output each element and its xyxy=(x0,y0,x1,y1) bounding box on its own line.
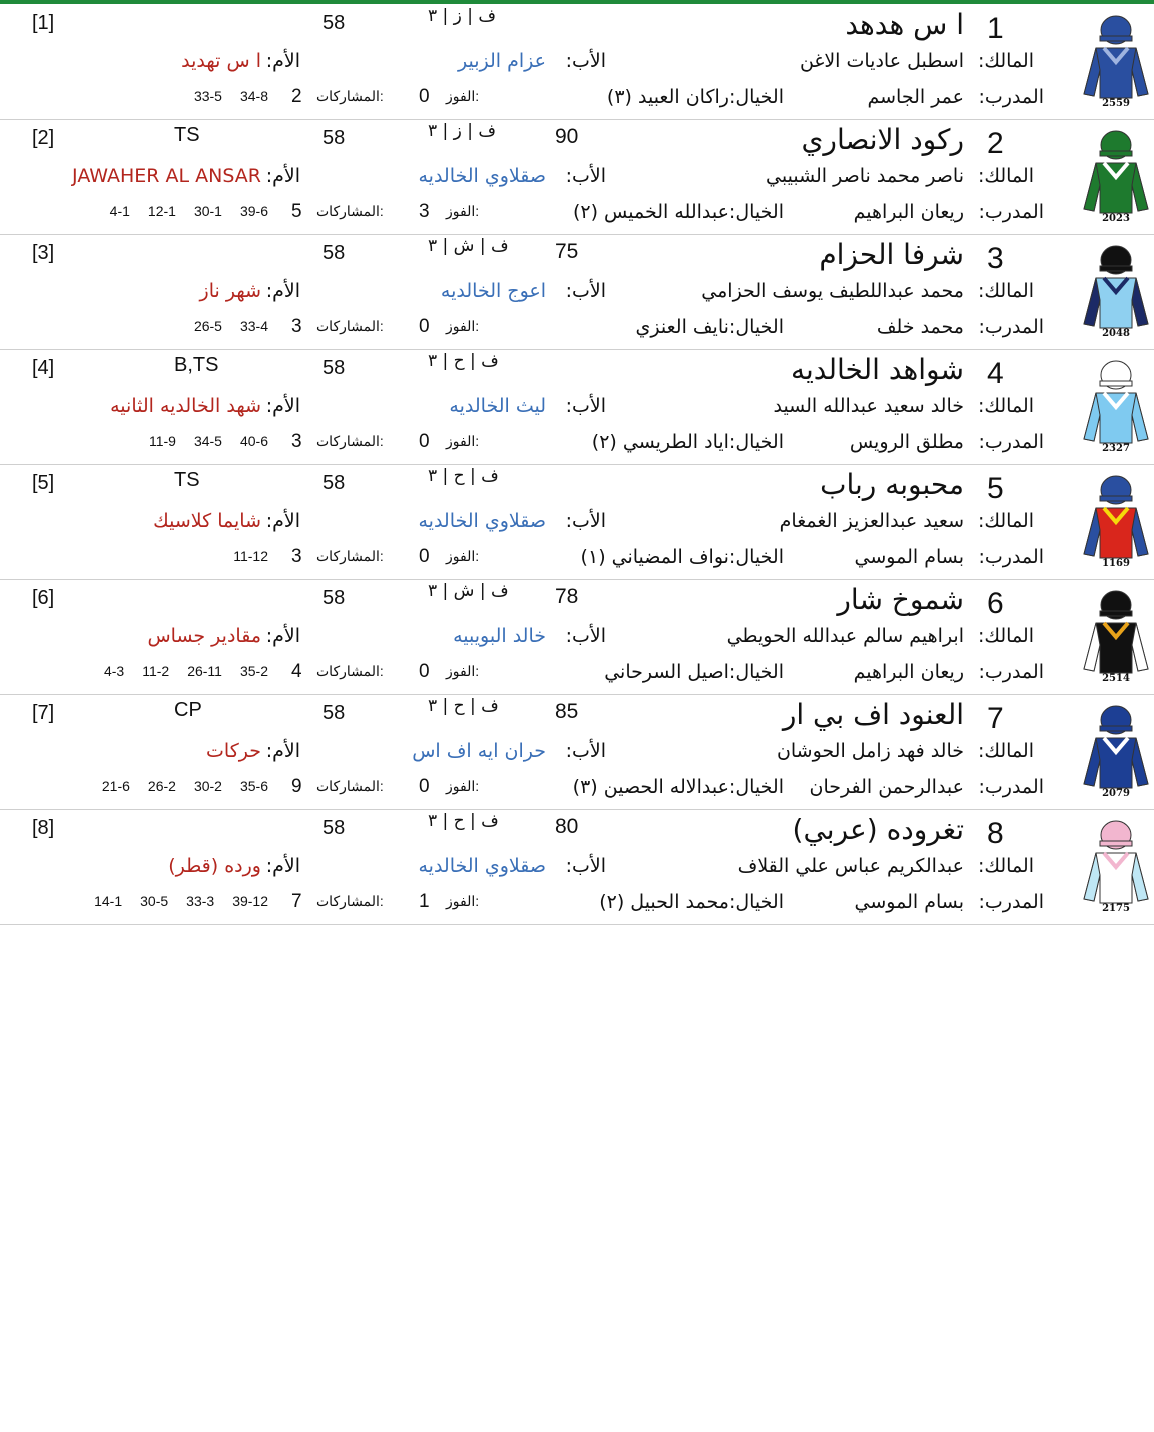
wins-count: 0 xyxy=(419,661,430,682)
owner-name: خالد سعيد عبدالله السيد xyxy=(773,395,964,417)
dam-name[interactable]: حركات xyxy=(206,740,261,762)
weight: 58 xyxy=(323,472,346,494)
runner-number: 6 xyxy=(987,587,1004,620)
horse-name[interactable]: ركود الانصاري xyxy=(801,123,964,156)
sire-name[interactable]: صقلاوي الخالديه xyxy=(418,510,546,532)
trainer-label: المدرب: xyxy=(978,776,1044,798)
form-entry: 26-11 xyxy=(187,663,222,679)
form-entry: 34-5 xyxy=(193,433,222,449)
equipment: CP xyxy=(174,699,202,721)
recent-form xyxy=(92,203,268,219)
dam-label: الأم: xyxy=(265,740,300,762)
equipment: B,TS xyxy=(174,354,219,376)
form-entry: 11-9 xyxy=(148,433,176,449)
trainer-name: بسام الموسي xyxy=(854,546,964,568)
draw-number: [3] xyxy=(32,242,55,264)
silk-id: 1169 xyxy=(1102,558,1130,568)
rating: 75 xyxy=(555,240,579,263)
trainer-label: المدرب: xyxy=(978,891,1044,913)
runner-row xyxy=(0,809,1154,925)
draw-number: [1] xyxy=(32,12,55,34)
horse-name[interactable]: تغروده (عربي) xyxy=(792,813,964,846)
trainer-name: ريعان البراهيم xyxy=(853,201,964,223)
sire-name[interactable]: عزام الزبير xyxy=(458,50,546,72)
jockey-name: الخيال:محمد الحبيل (٢) xyxy=(599,891,784,913)
jockey-silks-icon xyxy=(1082,14,1150,108)
wins-count: 0 xyxy=(419,431,430,452)
recent-form xyxy=(176,88,268,104)
horse-name[interactable]: شموخ شار xyxy=(837,583,964,616)
owner-label: المالك: xyxy=(977,625,1034,647)
rating: 90 xyxy=(555,125,579,148)
dam-name[interactable]: شايما كلاسيك xyxy=(153,510,261,532)
horse-name[interactable]: محبوبه رباب xyxy=(820,468,964,501)
form-entry: 11-2 xyxy=(142,663,170,679)
wins-label: الفوز: xyxy=(446,88,480,104)
weight: 58 xyxy=(323,817,346,839)
trainer-label: المدرب: xyxy=(978,316,1044,338)
trainer-label: المدرب: xyxy=(978,86,1044,108)
equipment: TS xyxy=(174,469,200,491)
owner-name: ابراهيم سالم عبدالله الحويطي xyxy=(726,625,964,647)
weight: 58 xyxy=(323,702,346,724)
wins-label: الفوز: xyxy=(446,778,480,794)
dam-label: الأم: xyxy=(265,280,300,302)
runs-label: المشاركات: xyxy=(316,88,384,104)
rating: 85 xyxy=(555,700,579,723)
trainer-label: المدرب: xyxy=(978,546,1044,568)
form-entry: 12-1 xyxy=(147,203,176,219)
form-entry: 33-5 xyxy=(193,88,222,104)
silk-id: 2514 xyxy=(1102,673,1130,683)
draw-number: [6] xyxy=(32,587,55,609)
wins-count: 0 xyxy=(419,86,430,107)
horse-details: ف | ش | ٣ xyxy=(428,236,509,256)
wins-label: الفوز: xyxy=(446,433,480,449)
weight: 58 xyxy=(323,12,346,34)
silk-id: 2079 xyxy=(1102,788,1130,798)
jockey-name: الخيال:راكان العبيد (٣) xyxy=(606,86,784,108)
owner-label: المالك: xyxy=(977,50,1034,72)
dam-label: الأم: xyxy=(265,625,300,647)
jockey-silks-icon xyxy=(1082,244,1150,338)
recent-form xyxy=(176,318,268,334)
runs-label: المشاركات: xyxy=(316,663,384,679)
runner-number: 8 xyxy=(987,817,1004,850)
recent-form xyxy=(84,778,268,794)
jockey-silks-icon xyxy=(1082,704,1150,798)
owner-label: المالك: xyxy=(977,855,1034,877)
form-entry: 35-2 xyxy=(239,663,268,679)
horse-name[interactable]: شرفا الحزام xyxy=(819,238,964,271)
jockey-name: الخيال:اصيل السرحاني xyxy=(604,661,784,683)
trainer-name: مطلق الرويس xyxy=(849,431,964,453)
form-entry: 26-2 xyxy=(147,778,176,794)
weight: 58 xyxy=(323,127,346,149)
form-entry: 4-3 xyxy=(103,663,125,679)
runner-row xyxy=(0,349,1154,465)
horse-name[interactable]: ا س هدهد xyxy=(845,8,964,41)
rating: 78 xyxy=(555,585,579,608)
weight: 58 xyxy=(323,242,346,264)
horse-details: ف | ح | ٣ xyxy=(428,351,499,371)
dam-name[interactable]: شهد الخالديه الثانيه xyxy=(110,395,261,417)
runs-label: المشاركات: xyxy=(316,433,384,449)
runs-count: 3 xyxy=(291,316,302,337)
trainer-name: محمد خلف xyxy=(876,316,964,338)
form-entry: 21-6 xyxy=(101,778,130,794)
jockey-name: الخيال:عبدالله الخميس (٢) xyxy=(572,201,784,223)
runs-count: 4 xyxy=(291,661,302,682)
runs-label: المشاركات: xyxy=(316,893,384,909)
owner-name: ناصر محمد ناصر الشبيبي xyxy=(766,165,964,187)
owner-name: خالد فهد زامل الحوشان xyxy=(776,740,964,762)
wins-count: 0 xyxy=(419,546,430,567)
horse-details: ف | ح | ٣ xyxy=(428,696,499,716)
sire-label: الأب: xyxy=(565,165,606,187)
trainer-name: ريعان البراهيم xyxy=(853,661,964,683)
runner-row xyxy=(0,234,1154,350)
jockey-silks-icon xyxy=(1082,129,1150,223)
draw-number: [7] xyxy=(32,702,55,724)
form-entry: 14-1 xyxy=(94,893,123,909)
sire-name[interactable]: ليث الخالديه xyxy=(449,395,546,417)
form-entry: 30-1 xyxy=(193,203,222,219)
owner-label: المالك: xyxy=(977,165,1034,187)
runs-label: المشاركات: xyxy=(316,318,384,334)
sire-name[interactable]: صقلاوي الخالديه xyxy=(418,165,546,187)
runner-row xyxy=(0,694,1154,810)
runs-label: المشاركات: xyxy=(316,548,384,564)
dam-label: الأم: xyxy=(265,395,300,417)
owner-name: عبدالكريم عباس علي القلاف xyxy=(737,855,964,877)
draw-number: [5] xyxy=(32,472,55,494)
trainer-label: المدرب: xyxy=(978,431,1044,453)
jockey-name: الخيال:عبدالاله الحصين (٣) xyxy=(572,776,784,798)
jockey-silks-icon xyxy=(1082,474,1150,568)
draw-number: [8] xyxy=(32,817,55,839)
horse-details: ف | ح | ٣ xyxy=(428,811,499,831)
trainer-name: عبدالرحمن الفرحان xyxy=(809,776,964,798)
runner-number: 4 xyxy=(987,357,1004,390)
runner-row xyxy=(0,119,1154,235)
rating: 80 xyxy=(555,815,579,838)
dam-name[interactable]: مقادير جساس xyxy=(147,625,261,647)
silk-id: 2327 xyxy=(1102,443,1130,453)
dam-name[interactable]: ا س تهديد xyxy=(181,50,261,72)
dam-label: الأم: xyxy=(265,165,300,187)
dam-label: الأم: xyxy=(265,50,300,72)
form-entry: 30-2 xyxy=(193,778,222,794)
recent-form xyxy=(76,893,268,909)
runs-count: 7 xyxy=(291,891,302,912)
sire-label: الأب: xyxy=(565,855,606,877)
owner-label: المالك: xyxy=(977,510,1034,532)
jockey-silks-icon xyxy=(1082,819,1150,913)
horse-details: ف | ش | ٣ xyxy=(428,581,509,601)
recent-form xyxy=(131,433,268,449)
dam-name[interactable]: ورده (قطر) xyxy=(168,855,261,877)
recent-form xyxy=(215,548,268,564)
wins-label: الفوز: xyxy=(446,893,480,909)
sire-label: الأب: xyxy=(565,740,606,762)
sire-name[interactable]: اعوج الخالديه xyxy=(440,280,546,302)
weight: 58 xyxy=(323,357,346,379)
wins-label: الفوز: xyxy=(446,203,480,219)
trainer-label: المدرب: xyxy=(978,201,1044,223)
trainer-name: عمر الجاسم xyxy=(867,86,964,108)
draw-number: [2] xyxy=(32,127,55,149)
equipment: TS xyxy=(174,124,200,146)
wins-count: 3 xyxy=(419,201,430,222)
weight: 58 xyxy=(323,587,346,609)
owner-name: محمد عبداللطيف يوسف الحزامي xyxy=(701,280,964,302)
horse-name[interactable]: العنود اف بي ار xyxy=(782,698,964,731)
runs-label: المشاركات: xyxy=(316,778,384,794)
trainer-name: بسام الموسي xyxy=(854,891,964,913)
runs-count: 3 xyxy=(291,546,302,567)
silk-id: 2048 xyxy=(1102,328,1130,338)
sire-label: الأب: xyxy=(565,395,606,417)
form-entry: 30-5 xyxy=(140,893,169,909)
jockey-silks-icon xyxy=(1082,589,1150,683)
runner-number: 7 xyxy=(987,702,1004,735)
jockey-name: الخيال:نايف العنزي xyxy=(635,316,784,338)
runs-count: 9 xyxy=(291,776,302,797)
jockey-name: الخيال:اياد الطريسي (٢) xyxy=(591,431,784,453)
dam-label: الأم: xyxy=(265,855,300,877)
sire-name[interactable]: حران ايه اف اس xyxy=(412,740,546,762)
form-entry: 11-12 xyxy=(233,548,268,564)
sire-label: الأب: xyxy=(565,625,606,647)
dam-label: الأم: xyxy=(265,510,300,532)
form-entry: 33-4 xyxy=(239,318,268,334)
sire-label: الأب: xyxy=(565,280,606,302)
sire-label: الأب: xyxy=(565,50,606,72)
runs-count: 2 xyxy=(291,86,302,107)
horse-details: ف | ز | ٣ xyxy=(428,121,497,141)
runner-number: 1 xyxy=(987,12,1004,45)
trainer-label: المدرب: xyxy=(978,661,1044,683)
horse-name[interactable]: شواهد الخالديه xyxy=(790,353,964,386)
form-entry: 34-8 xyxy=(239,88,268,104)
form-entry: 35-6 xyxy=(239,778,268,794)
form-entry: 39-6 xyxy=(239,203,268,219)
dam-name[interactable]: شهر ناز xyxy=(199,280,261,302)
sire-name[interactable]: خالد البويبيه xyxy=(453,625,546,647)
jockey-silks-icon xyxy=(1082,359,1150,453)
form-entry: 33-3 xyxy=(186,893,215,909)
sire-label: الأب: xyxy=(565,510,606,532)
sire-name[interactable]: صقلاوي الخالديه xyxy=(418,855,546,877)
runner-number: 2 xyxy=(987,127,1004,160)
runner-row xyxy=(0,4,1154,120)
wins-label: الفوز: xyxy=(446,663,480,679)
wins-count: 0 xyxy=(419,316,430,337)
form-entry: 26-5 xyxy=(193,318,222,334)
draw-number: [4] xyxy=(32,357,55,379)
jockey-name: الخيال:نواف المضياني (١) xyxy=(580,546,784,568)
recent-form xyxy=(86,663,268,679)
form-entry: 4-1 xyxy=(109,203,130,219)
wins-label: الفوز: xyxy=(446,318,480,334)
silk-id: 2175 xyxy=(1102,903,1130,913)
form-entry: 39-12 xyxy=(232,893,268,909)
owner-name: سعيد عبدالعزيز الغمغام xyxy=(779,510,964,532)
wins-count: 1 xyxy=(419,891,430,912)
owner-label: المالك: xyxy=(977,740,1034,762)
silk-id: 2023 xyxy=(1102,213,1130,223)
runner-row xyxy=(0,464,1154,580)
wins-count: 0 xyxy=(419,776,430,797)
wins-label: الفوز: xyxy=(446,548,480,564)
horse-details: ف | ح | ٣ xyxy=(428,466,499,486)
owner-label: المالك: xyxy=(977,280,1034,302)
owner-label: المالك: xyxy=(977,395,1034,417)
form-entry: 40-6 xyxy=(239,433,268,449)
runs-count: 5 xyxy=(291,201,302,222)
runner-number: 5 xyxy=(987,472,1004,505)
horse-details: ف | ز | ٣ xyxy=(428,6,497,26)
runs-label: المشاركات: xyxy=(316,203,384,219)
dam-name[interactable]: JAWAHER AL ANSAR xyxy=(72,165,261,187)
runner-row xyxy=(0,579,1154,695)
runner-number: 3 xyxy=(987,242,1004,275)
owner-name: اسطبل عاديات الاغن xyxy=(799,50,964,72)
runs-count: 3 xyxy=(291,431,302,452)
silk-id: 2559 xyxy=(1102,98,1130,108)
